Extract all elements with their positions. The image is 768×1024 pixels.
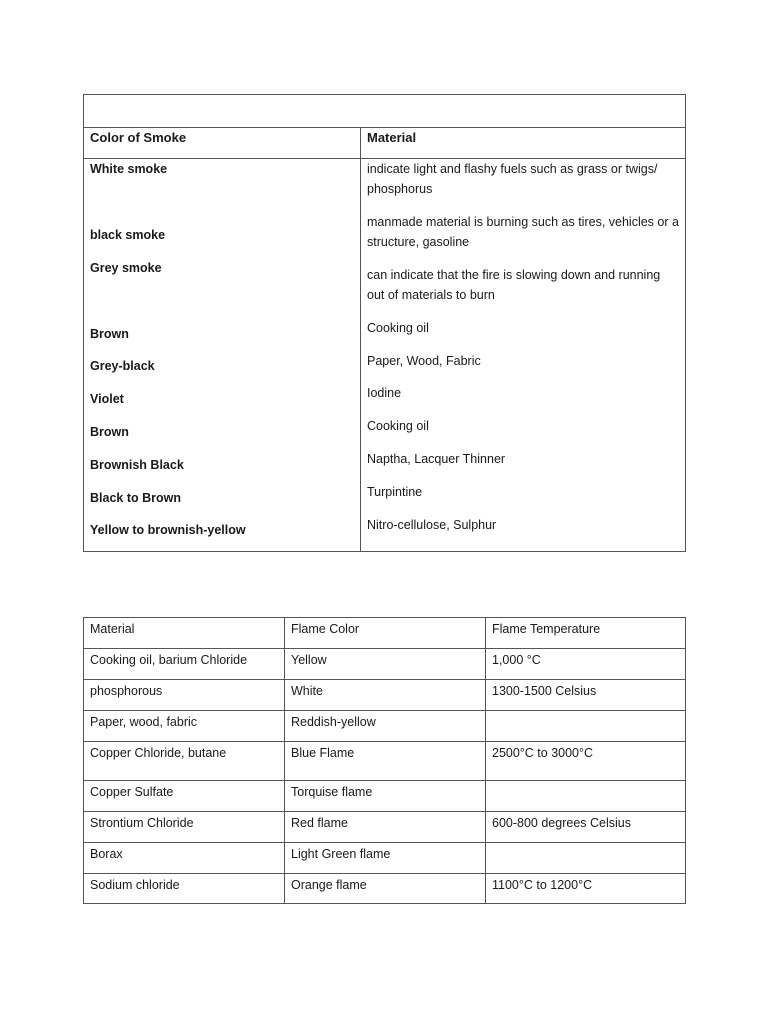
smoke-table-blank-row bbox=[84, 95, 685, 128]
flame-color-table bbox=[83, 617, 686, 904]
flame-table-row bbox=[84, 812, 685, 843]
smoke-material-item: indicate light and flashy fuels such as grass or twigs/ phosphorus bbox=[367, 162, 658, 196]
flame-material-cell: Cooking oil, barium Chloride bbox=[90, 653, 248, 667]
flame-color-cell: White bbox=[291, 684, 323, 698]
flame-temperature-cell: 2500°C to 3000°C bbox=[492, 746, 594, 760]
flame-color-cell: Red flame bbox=[291, 816, 348, 830]
flame-temperature-cell: 1100°C to 1200°C bbox=[492, 878, 593, 892]
flame-header-material: Material bbox=[90, 622, 135, 636]
flame-table-row bbox=[84, 843, 685, 874]
smoke-color-item: Yellow to brownish-yellow bbox=[90, 523, 246, 537]
smoke-table-body bbox=[84, 159, 685, 551]
smoke-color-column bbox=[90, 159, 355, 551]
smoke-color-item: White smoke bbox=[90, 162, 168, 176]
flame-table-row bbox=[84, 874, 685, 903]
flame-material-cell: Paper, wood, fabric bbox=[90, 715, 198, 729]
flame-table-row bbox=[84, 680, 685, 711]
smoke-material-item: Nitro-cellulose, Sulphur bbox=[367, 518, 497, 532]
flame-temperature-cell bbox=[486, 781, 685, 811]
flame-material-cell: Strontium Chloride bbox=[90, 816, 194, 830]
smoke-color-item: Grey smoke bbox=[90, 261, 162, 275]
flame-color-cell: Reddish-yellow bbox=[291, 715, 376, 729]
smoke-header-material: Material bbox=[367, 130, 417, 145]
smoke-material-item: Naptha, Lacquer Thinner bbox=[367, 452, 506, 466]
smoke-material-item: can indicate that the fire is slowing down and running out of materials to burn bbox=[367, 268, 661, 302]
smoke-color-item: Brownish Black bbox=[90, 458, 184, 472]
flame-color-cell: Orange flame bbox=[291, 878, 367, 892]
flame-header-temperature: Flame Temperature bbox=[492, 622, 601, 636]
flame-temperature-cell: 1,000 °C bbox=[492, 653, 541, 667]
flame-table-row bbox=[84, 781, 685, 812]
flame-color-cell: Torquise flame bbox=[291, 785, 373, 799]
smoke-color-item: Black to Brown bbox=[90, 491, 181, 505]
smoke-material-item: manmade material is burning such as tires, vehicles or a structure, gasoline bbox=[367, 215, 679, 249]
flame-temperature-cell bbox=[486, 843, 685, 873]
smoke-color-table bbox=[83, 94, 686, 552]
flame-temperature-cell bbox=[486, 711, 685, 741]
flame-table-row bbox=[84, 742, 685, 781]
flame-material-cell: Sodium chloride bbox=[90, 878, 180, 892]
smoke-color-item: Brown bbox=[90, 425, 129, 439]
flame-material-cell: Copper Sulfate bbox=[90, 785, 174, 799]
smoke-color-item: Violet bbox=[90, 392, 124, 406]
flame-header-color: Flame Color bbox=[291, 622, 360, 636]
smoke-color-item: Brown bbox=[90, 327, 129, 341]
flame-temperature-cell: 1300-1500 Celsius bbox=[492, 684, 597, 698]
flame-material-cell: phosphorous bbox=[90, 684, 163, 698]
flame-material-cell: Borax bbox=[90, 847, 123, 861]
smoke-material-item: Turpintine bbox=[367, 485, 423, 499]
smoke-material-column bbox=[367, 159, 679, 551]
smoke-table-header-row bbox=[84, 128, 685, 159]
flame-material-cell: Copper Chloride, butane bbox=[90, 746, 227, 760]
smoke-material-item: Cooking oil bbox=[367, 321, 429, 335]
flame-color-cell: Light Green flame bbox=[291, 847, 391, 861]
flame-table-row bbox=[84, 649, 685, 680]
smoke-material-item: Paper, Wood, Fabric bbox=[367, 354, 481, 368]
flame-table-header-row bbox=[84, 618, 685, 649]
smoke-material-item: Iodine bbox=[367, 386, 402, 400]
smoke-header-color: Color of Smoke bbox=[90, 130, 187, 145]
smoke-color-item: Grey-black bbox=[90, 359, 155, 373]
flame-color-cell: Blue Flame bbox=[291, 746, 355, 760]
flame-temperature-cell: 600-800 degrees Celsius bbox=[492, 816, 631, 830]
smoke-color-item: black smoke bbox=[90, 228, 166, 242]
flame-table-row bbox=[84, 711, 685, 742]
smoke-material-item: Cooking oil bbox=[367, 419, 429, 433]
flame-color-cell: Yellow bbox=[291, 653, 327, 667]
